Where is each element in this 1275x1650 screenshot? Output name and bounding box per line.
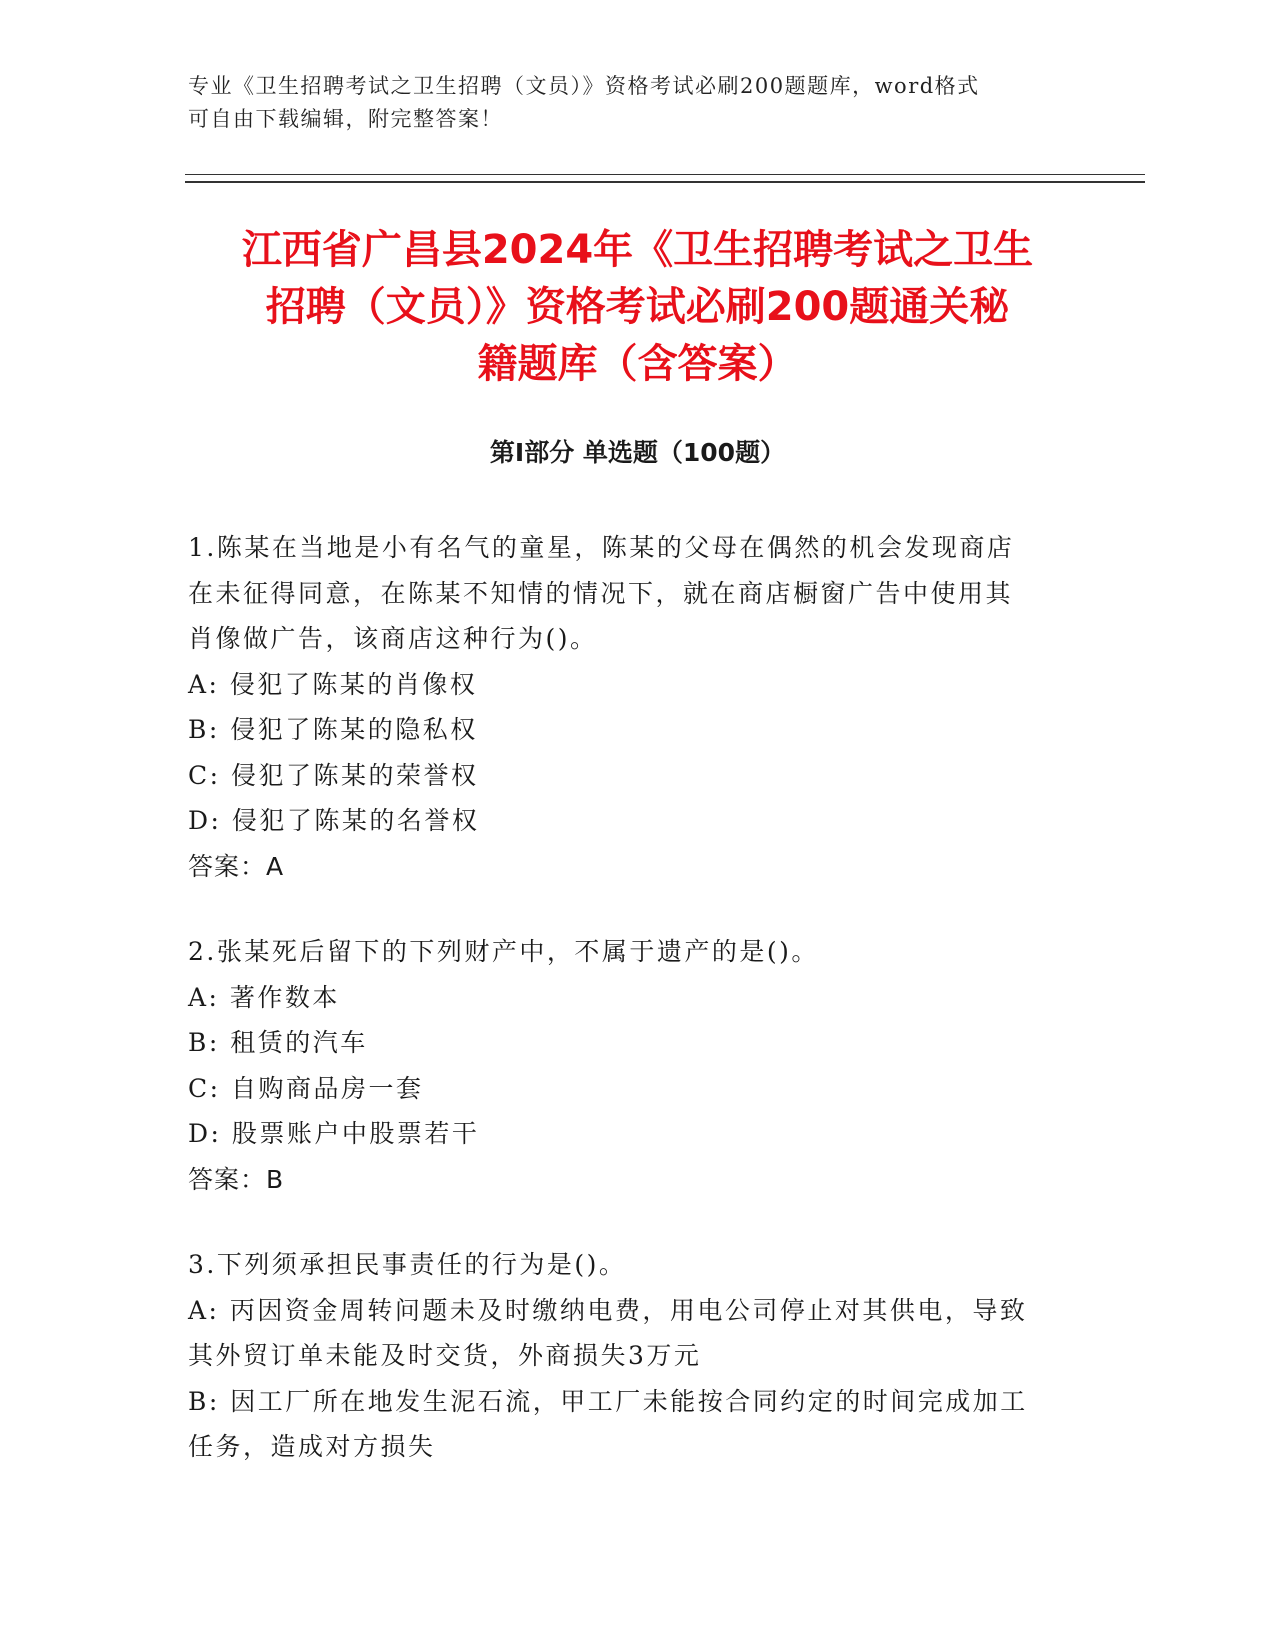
option-b: B: 租赁的汽车 (188, 1028, 368, 1057)
document-title (175, 222, 1100, 393)
option-d: D: 侵犯了陈某的名誉权 (188, 806, 480, 835)
header-note-line-1: 专业《卫生招聘考试之卫生招聘（文员）》资格考试必刷200题题库，word格式 (188, 74, 980, 98)
question-item (188, 525, 1088, 889)
question-stem-line: 2.张某死后留下的下列财产中，不属于遗产的是()。 (188, 937, 819, 966)
question-stem-line: 1.陈某在当地是小有名气的童星，陈某的父母在偶然的机会发现商店 (188, 533, 1015, 562)
option-b-continued: 任务，造成对方损失 (188, 1432, 436, 1461)
title-line-2: 招聘（文员）》资格考试必刷200题通关秘 (265, 284, 1010, 330)
header-note-line-2: 可自由下载编辑，附完整答案！ (188, 107, 503, 131)
header-note (188, 70, 1068, 136)
question-item (188, 929, 1088, 1202)
option-a-continued: 其外贸订单未能及时交货，外商损失3万元 (188, 1341, 702, 1370)
option-b: B: 侵犯了陈某的隐私权 (188, 715, 478, 744)
header-divider-thin (185, 174, 1145, 175)
question-item (188, 1242, 1088, 1470)
title-line-1: 江西省广昌县2024年《卫生招聘考试之卫生 (241, 227, 1034, 273)
title-line-3: 籍题库（含答案） (477, 341, 798, 387)
option-a: A: 著作数本 (188, 982, 340, 1012)
header-divider-thick (185, 181, 1145, 183)
question-stem-line: 肖像做广告，该商店这种行为()。 (188, 624, 598, 653)
option-c: C: 自购商品房一套 (188, 1073, 424, 1103)
question-list (188, 525, 1088, 1510)
option-d: D: 股票账户中股票若干 (188, 1119, 480, 1148)
option-a: A: 侵犯了陈某的肖像权 (188, 669, 478, 699)
option-b: B: 因工厂所在地发生泥石流，甲工厂未能按合同约定的时间完成加工 (188, 1386, 1028, 1416)
answer-text: 答案：A (188, 851, 285, 881)
question-stem-line: 3.下列须承担民事责任的行为是()。 (188, 1250, 627, 1279)
answer-text: 答案：B (188, 1164, 285, 1194)
question-stem-line: 在未征得同意，在陈某不知情的情况下，就在商店橱窗广告中使用其 (188, 578, 1014, 608)
section-title: 第Ⅰ部分 单选题（100题） (489, 438, 786, 467)
option-c: C: 侵犯了陈某的荣誉权 (188, 760, 479, 790)
option-a: A: 丙因资金周转问题未及时缴纳电费，用电公司停止对其供电，导致 (188, 1295, 1028, 1325)
